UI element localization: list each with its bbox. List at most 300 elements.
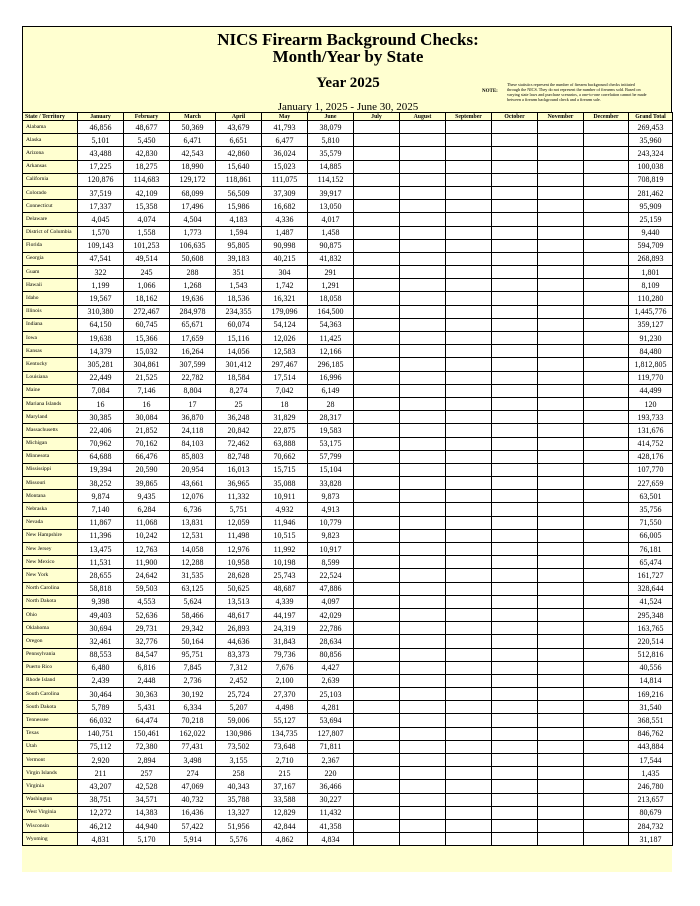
month-value-cell [400, 266, 446, 279]
month-value-cell [446, 437, 492, 450]
table-row [23, 674, 673, 687]
month-value-cell: 41,358 [308, 819, 354, 832]
month-value-cell: 2,439 [78, 674, 124, 687]
month-value-cell: 90,998 [262, 239, 308, 252]
month-value-cell: 1,487 [262, 226, 308, 239]
month-value-cell [354, 397, 400, 410]
month-value-cell [492, 213, 538, 226]
grand-total-cell: 414,752 [629, 437, 673, 450]
month-value-cell [492, 754, 538, 767]
table-row [23, 397, 673, 410]
table-row [23, 806, 673, 819]
month-value-cell [400, 767, 446, 780]
month-value-cell [538, 833, 584, 846]
grand-total-cell: 9,440 [629, 226, 673, 239]
month-value-cell [354, 490, 400, 503]
month-value-cell [584, 226, 629, 239]
grand-total-cell: 220,514 [629, 635, 673, 648]
month-value-cell: 12,976 [216, 543, 262, 556]
month-value-cell [584, 332, 629, 345]
state-name-cell: Hawaii [23, 279, 78, 292]
state-name-cell: Tennessee [23, 714, 78, 727]
month-value-cell: 32,461 [78, 635, 124, 648]
month-value-cell [492, 463, 538, 476]
column-header: November [538, 113, 584, 121]
month-value-cell [354, 833, 400, 846]
month-value-cell: 56,509 [216, 186, 262, 199]
month-value-cell: 42,830 [124, 147, 170, 160]
month-value-cell [446, 780, 492, 793]
grand-total-cell: 71,550 [629, 516, 673, 529]
month-value-cell: 101,253 [124, 239, 170, 252]
month-value-cell: 6,480 [78, 661, 124, 674]
month-value-cell: 220 [308, 767, 354, 780]
month-value-cell [354, 437, 400, 450]
month-value-cell: 257 [124, 767, 170, 780]
table-row [23, 740, 673, 753]
month-value-cell [446, 701, 492, 714]
month-value-cell [354, 424, 400, 437]
month-value-cell: 12,288 [170, 556, 216, 569]
month-value-cell [492, 160, 538, 173]
month-value-cell [492, 252, 538, 265]
month-value-cell: 150,461 [124, 727, 170, 740]
month-value-cell: 15,986 [216, 200, 262, 213]
month-value-cell [446, 754, 492, 767]
month-value-cell: 20,590 [124, 463, 170, 476]
month-value-cell: 30,464 [78, 688, 124, 701]
table-row [23, 622, 673, 635]
month-value-cell [538, 186, 584, 199]
grand-total-cell: 269,453 [629, 121, 673, 134]
month-value-cell: 59,503 [124, 582, 170, 595]
month-value-cell: 30,192 [170, 688, 216, 701]
month-value-cell [354, 819, 400, 832]
month-value-cell [584, 740, 629, 753]
month-value-cell [400, 529, 446, 542]
month-value-cell: 14,056 [216, 345, 262, 358]
month-value-cell: 5,170 [124, 833, 170, 846]
month-value-cell [584, 147, 629, 160]
month-value-cell [538, 701, 584, 714]
month-value-cell [492, 305, 538, 318]
grand-total-cell: 1,445,776 [629, 305, 673, 318]
month-value-cell [354, 358, 400, 371]
month-value-cell: 53,694 [308, 714, 354, 727]
month-value-cell [400, 213, 446, 226]
month-value-cell: 48,677 [124, 121, 170, 134]
state-name-cell: Idaho [23, 292, 78, 305]
month-value-cell: 9,398 [78, 595, 124, 608]
month-value-cell: 42,109 [124, 186, 170, 199]
month-value-cell [538, 674, 584, 687]
month-value-cell: 54,363 [308, 318, 354, 331]
month-value-cell [354, 582, 400, 595]
state-name-cell: Kansas [23, 345, 78, 358]
month-value-cell [492, 173, 538, 186]
month-value-cell: 44,197 [262, 608, 308, 621]
month-value-cell: 305,281 [78, 358, 124, 371]
month-value-cell: 15,032 [124, 345, 170, 358]
month-value-cell [354, 463, 400, 476]
month-value-cell [538, 635, 584, 648]
month-value-cell: 70,162 [124, 437, 170, 450]
month-value-cell [400, 635, 446, 648]
month-value-cell [400, 556, 446, 569]
month-value-cell [584, 661, 629, 674]
month-value-cell [538, 477, 584, 490]
month-value-cell [354, 147, 400, 160]
table-row [23, 371, 673, 384]
month-value-cell: 7,312 [216, 661, 262, 674]
state-name-cell: Colorado [23, 186, 78, 199]
checks-table [22, 112, 673, 846]
grand-total-cell: 193,733 [629, 411, 673, 424]
month-value-cell: 66,476 [124, 450, 170, 463]
grand-total-cell: 40,556 [629, 661, 673, 674]
month-value-cell [584, 490, 629, 503]
state-name-cell: Connecticut [23, 200, 78, 213]
month-value-cell: 54,124 [262, 318, 308, 331]
month-value-cell: 304 [262, 266, 308, 279]
month-value-cell [492, 332, 538, 345]
month-value-cell: 50,369 [170, 121, 216, 134]
month-value-cell: 83,373 [216, 648, 262, 661]
table-row [23, 292, 673, 305]
column-header: Grand Total [629, 113, 673, 121]
month-value-cell: 11,432 [308, 806, 354, 819]
month-value-cell [446, 292, 492, 305]
column-header: August [400, 113, 446, 121]
month-value-cell: 58,466 [170, 608, 216, 621]
month-value-cell [584, 819, 629, 832]
month-value-cell: 245 [124, 266, 170, 279]
month-value-cell: 21,852 [124, 424, 170, 437]
month-value-cell: 53,175 [308, 437, 354, 450]
month-value-cell [354, 121, 400, 134]
month-value-cell [446, 490, 492, 503]
month-value-cell [492, 714, 538, 727]
month-value-cell: 15,116 [216, 332, 262, 345]
month-value-cell: 234,355 [216, 305, 262, 318]
month-value-cell: 36,870 [170, 411, 216, 424]
month-value-cell [492, 543, 538, 556]
month-value-cell: 15,366 [124, 332, 170, 345]
month-value-cell [584, 516, 629, 529]
month-value-cell [400, 173, 446, 186]
month-value-cell: 46,856 [78, 121, 124, 134]
month-value-cell: 17,514 [262, 371, 308, 384]
month-value-cell [400, 516, 446, 529]
month-value-cell [446, 635, 492, 648]
month-value-cell [354, 688, 400, 701]
month-value-cell [538, 595, 584, 608]
month-value-cell: 301,412 [216, 358, 262, 371]
month-value-cell [538, 147, 584, 160]
month-value-cell [354, 714, 400, 727]
month-value-cell [538, 397, 584, 410]
month-value-cell: 35,579 [308, 147, 354, 160]
grand-total-cell: 91,230 [629, 332, 673, 345]
month-value-cell: 17,496 [170, 200, 216, 213]
month-value-cell: 14,379 [78, 345, 124, 358]
month-value-cell [492, 727, 538, 740]
month-value-cell: 50,608 [170, 252, 216, 265]
month-value-cell: 1,543 [216, 279, 262, 292]
month-value-cell: 4,427 [308, 661, 354, 674]
table-row [23, 332, 673, 345]
month-value-cell: 29,731 [124, 622, 170, 635]
month-value-cell [492, 345, 538, 358]
month-value-cell: 15,640 [216, 160, 262, 173]
grand-total-cell: 76,181 [629, 543, 673, 556]
month-value-cell [584, 595, 629, 608]
month-value-cell [538, 239, 584, 252]
grand-total-cell: 169,216 [629, 688, 673, 701]
grand-total-cell: 110,280 [629, 292, 673, 305]
table-row [23, 793, 673, 806]
month-value-cell: 37,167 [262, 780, 308, 793]
grand-total-cell: 295,348 [629, 608, 673, 621]
month-value-cell [446, 727, 492, 740]
month-value-cell: 19,638 [78, 332, 124, 345]
month-value-cell: 4,074 [124, 213, 170, 226]
grand-total-cell: 35,960 [629, 134, 673, 147]
month-value-cell [492, 674, 538, 687]
month-value-cell [538, 213, 584, 226]
month-value-cell: 7,042 [262, 384, 308, 397]
month-value-cell: 44,940 [124, 819, 170, 832]
column-header: May [262, 113, 308, 121]
month-value-cell: 36,965 [216, 477, 262, 490]
month-value-cell [400, 134, 446, 147]
month-value-cell [584, 252, 629, 265]
month-value-cell [492, 384, 538, 397]
month-value-cell: 11,498 [216, 529, 262, 542]
month-value-cell [400, 279, 446, 292]
month-value-cell: 38,252 [78, 477, 124, 490]
month-value-cell [492, 239, 538, 252]
month-value-cell [492, 688, 538, 701]
month-value-cell [492, 397, 538, 410]
month-value-cell: 85,803 [170, 450, 216, 463]
month-value-cell [354, 384, 400, 397]
month-value-cell [446, 477, 492, 490]
month-value-cell [492, 424, 538, 437]
grand-total-cell: 708,819 [629, 173, 673, 186]
month-value-cell [400, 503, 446, 516]
month-value-cell: 10,911 [262, 490, 308, 503]
month-value-cell [584, 701, 629, 714]
month-value-cell [538, 529, 584, 542]
month-value-cell: 28,317 [308, 411, 354, 424]
state-name-cell: Alabama [23, 121, 78, 134]
month-value-cell: 50,164 [170, 635, 216, 648]
month-value-cell: 17,225 [78, 160, 124, 173]
month-value-cell: 11,531 [78, 556, 124, 569]
month-value-cell [584, 173, 629, 186]
state-name-cell: South Carolina [23, 688, 78, 701]
table-row [23, 186, 673, 199]
month-value-cell: 11,992 [262, 543, 308, 556]
month-value-cell [538, 252, 584, 265]
month-value-cell: 30,694 [78, 622, 124, 635]
month-value-cell [354, 186, 400, 199]
state-name-cell: Maryland [23, 411, 78, 424]
month-value-cell: 2,452 [216, 674, 262, 687]
month-value-cell [538, 714, 584, 727]
month-value-cell: 7,084 [78, 384, 124, 397]
month-value-cell [492, 648, 538, 661]
month-value-cell [400, 450, 446, 463]
month-value-cell: 120,876 [78, 173, 124, 186]
month-value-cell: 31,843 [262, 635, 308, 648]
month-value-cell: 36,024 [262, 147, 308, 160]
month-value-cell: 11,068 [124, 516, 170, 529]
month-value-cell: 37,519 [78, 186, 124, 199]
grand-total-cell: 594,709 [629, 239, 673, 252]
month-value-cell [492, 450, 538, 463]
month-value-cell [354, 279, 400, 292]
month-value-cell [538, 622, 584, 635]
month-value-cell [584, 239, 629, 252]
month-value-cell [538, 516, 584, 529]
month-value-cell: 63,125 [170, 582, 216, 595]
month-value-cell: 65,671 [170, 318, 216, 331]
month-value-cell: 51,956 [216, 819, 262, 832]
month-value-cell: 38,751 [78, 793, 124, 806]
month-value-cell [584, 608, 629, 621]
month-value-cell [584, 648, 629, 661]
month-value-cell: 7,146 [124, 384, 170, 397]
month-value-cell: 22,782 [170, 371, 216, 384]
month-value-cell [584, 424, 629, 437]
state-name-cell: South Dakota [23, 701, 78, 714]
month-value-cell [584, 543, 629, 556]
month-value-cell [400, 477, 446, 490]
month-value-cell: 47,886 [308, 582, 354, 595]
month-value-cell [584, 200, 629, 213]
month-value-cell: 6,477 [262, 134, 308, 147]
month-value-cell: 304,861 [124, 358, 170, 371]
month-value-cell: 79,736 [262, 648, 308, 661]
month-value-cell: 15,715 [262, 463, 308, 476]
month-value-cell [354, 701, 400, 714]
month-value-cell [538, 332, 584, 345]
column-header: July [354, 113, 400, 121]
table-row [23, 200, 673, 213]
month-value-cell: 4,862 [262, 833, 308, 846]
month-value-cell [400, 727, 446, 740]
month-value-cell: 114,152 [308, 173, 354, 186]
month-value-cell: 30,363 [124, 688, 170, 701]
month-value-cell [538, 740, 584, 753]
month-value-cell [354, 226, 400, 239]
month-value-cell [584, 780, 629, 793]
month-value-cell: 8,274 [216, 384, 262, 397]
month-value-cell: 296,185 [308, 358, 354, 371]
month-value-cell: 12,272 [78, 806, 124, 819]
month-value-cell: 5,207 [216, 701, 262, 714]
month-value-cell: 35,088 [262, 477, 308, 490]
month-value-cell: 34,571 [124, 793, 170, 806]
month-value-cell [584, 529, 629, 542]
month-value-cell [400, 186, 446, 199]
month-value-cell: 274 [170, 767, 216, 780]
month-value-cell [446, 173, 492, 186]
month-value-cell [400, 806, 446, 819]
month-value-cell: 129,172 [170, 173, 216, 186]
table-row [23, 635, 673, 648]
month-value-cell [354, 477, 400, 490]
month-value-cell [446, 450, 492, 463]
month-value-cell: 3,155 [216, 754, 262, 767]
state-name-cell: Indiana [23, 318, 78, 331]
month-value-cell [492, 147, 538, 160]
table-row [23, 477, 673, 490]
grand-total-cell: 119,770 [629, 371, 673, 384]
state-name-cell: Georgia [23, 252, 78, 265]
month-value-cell [538, 345, 584, 358]
month-value-cell: 28 [308, 397, 354, 410]
month-value-cell [492, 819, 538, 832]
month-value-cell [446, 516, 492, 529]
month-value-cell [446, 503, 492, 516]
month-value-cell [492, 318, 538, 331]
month-value-cell [538, 648, 584, 661]
month-value-cell [492, 701, 538, 714]
grand-total-cell: 328,644 [629, 582, 673, 595]
month-value-cell [538, 569, 584, 582]
month-value-cell: 32,776 [124, 635, 170, 648]
month-value-cell: 18,058 [308, 292, 354, 305]
month-value-cell [492, 780, 538, 793]
table-row [23, 754, 673, 767]
month-value-cell: 80,856 [308, 648, 354, 661]
month-value-cell: 8,804 [170, 384, 216, 397]
month-value-cell: 1,291 [308, 279, 354, 292]
month-value-cell: 16 [78, 397, 124, 410]
month-value-cell [584, 674, 629, 687]
month-value-cell [400, 622, 446, 635]
month-value-cell: 20,954 [170, 463, 216, 476]
table-row [23, 134, 673, 147]
month-value-cell: 18 [262, 397, 308, 410]
grand-total-cell: 95,909 [629, 200, 673, 213]
month-value-cell [538, 608, 584, 621]
grand-total-cell: 100,038 [629, 160, 673, 173]
state-name-cell: Kentucky [23, 358, 78, 371]
month-value-cell [584, 556, 629, 569]
month-value-cell [354, 411, 400, 424]
month-value-cell [400, 252, 446, 265]
month-value-cell: 5,914 [170, 833, 216, 846]
month-value-cell [354, 608, 400, 621]
grand-total-cell: 161,727 [629, 569, 673, 582]
grand-total-cell: 243,324 [629, 147, 673, 160]
month-value-cell: 1,268 [170, 279, 216, 292]
table-row [23, 411, 673, 424]
month-value-cell [446, 332, 492, 345]
table-row [23, 305, 673, 318]
month-value-cell: 27,370 [262, 688, 308, 701]
month-value-cell [400, 688, 446, 701]
grand-total-cell: 512,816 [629, 648, 673, 661]
month-value-cell: 31,535 [170, 569, 216, 582]
month-value-cell: 284,978 [170, 305, 216, 318]
month-value-cell: 22,875 [262, 424, 308, 437]
table-row [23, 833, 673, 846]
